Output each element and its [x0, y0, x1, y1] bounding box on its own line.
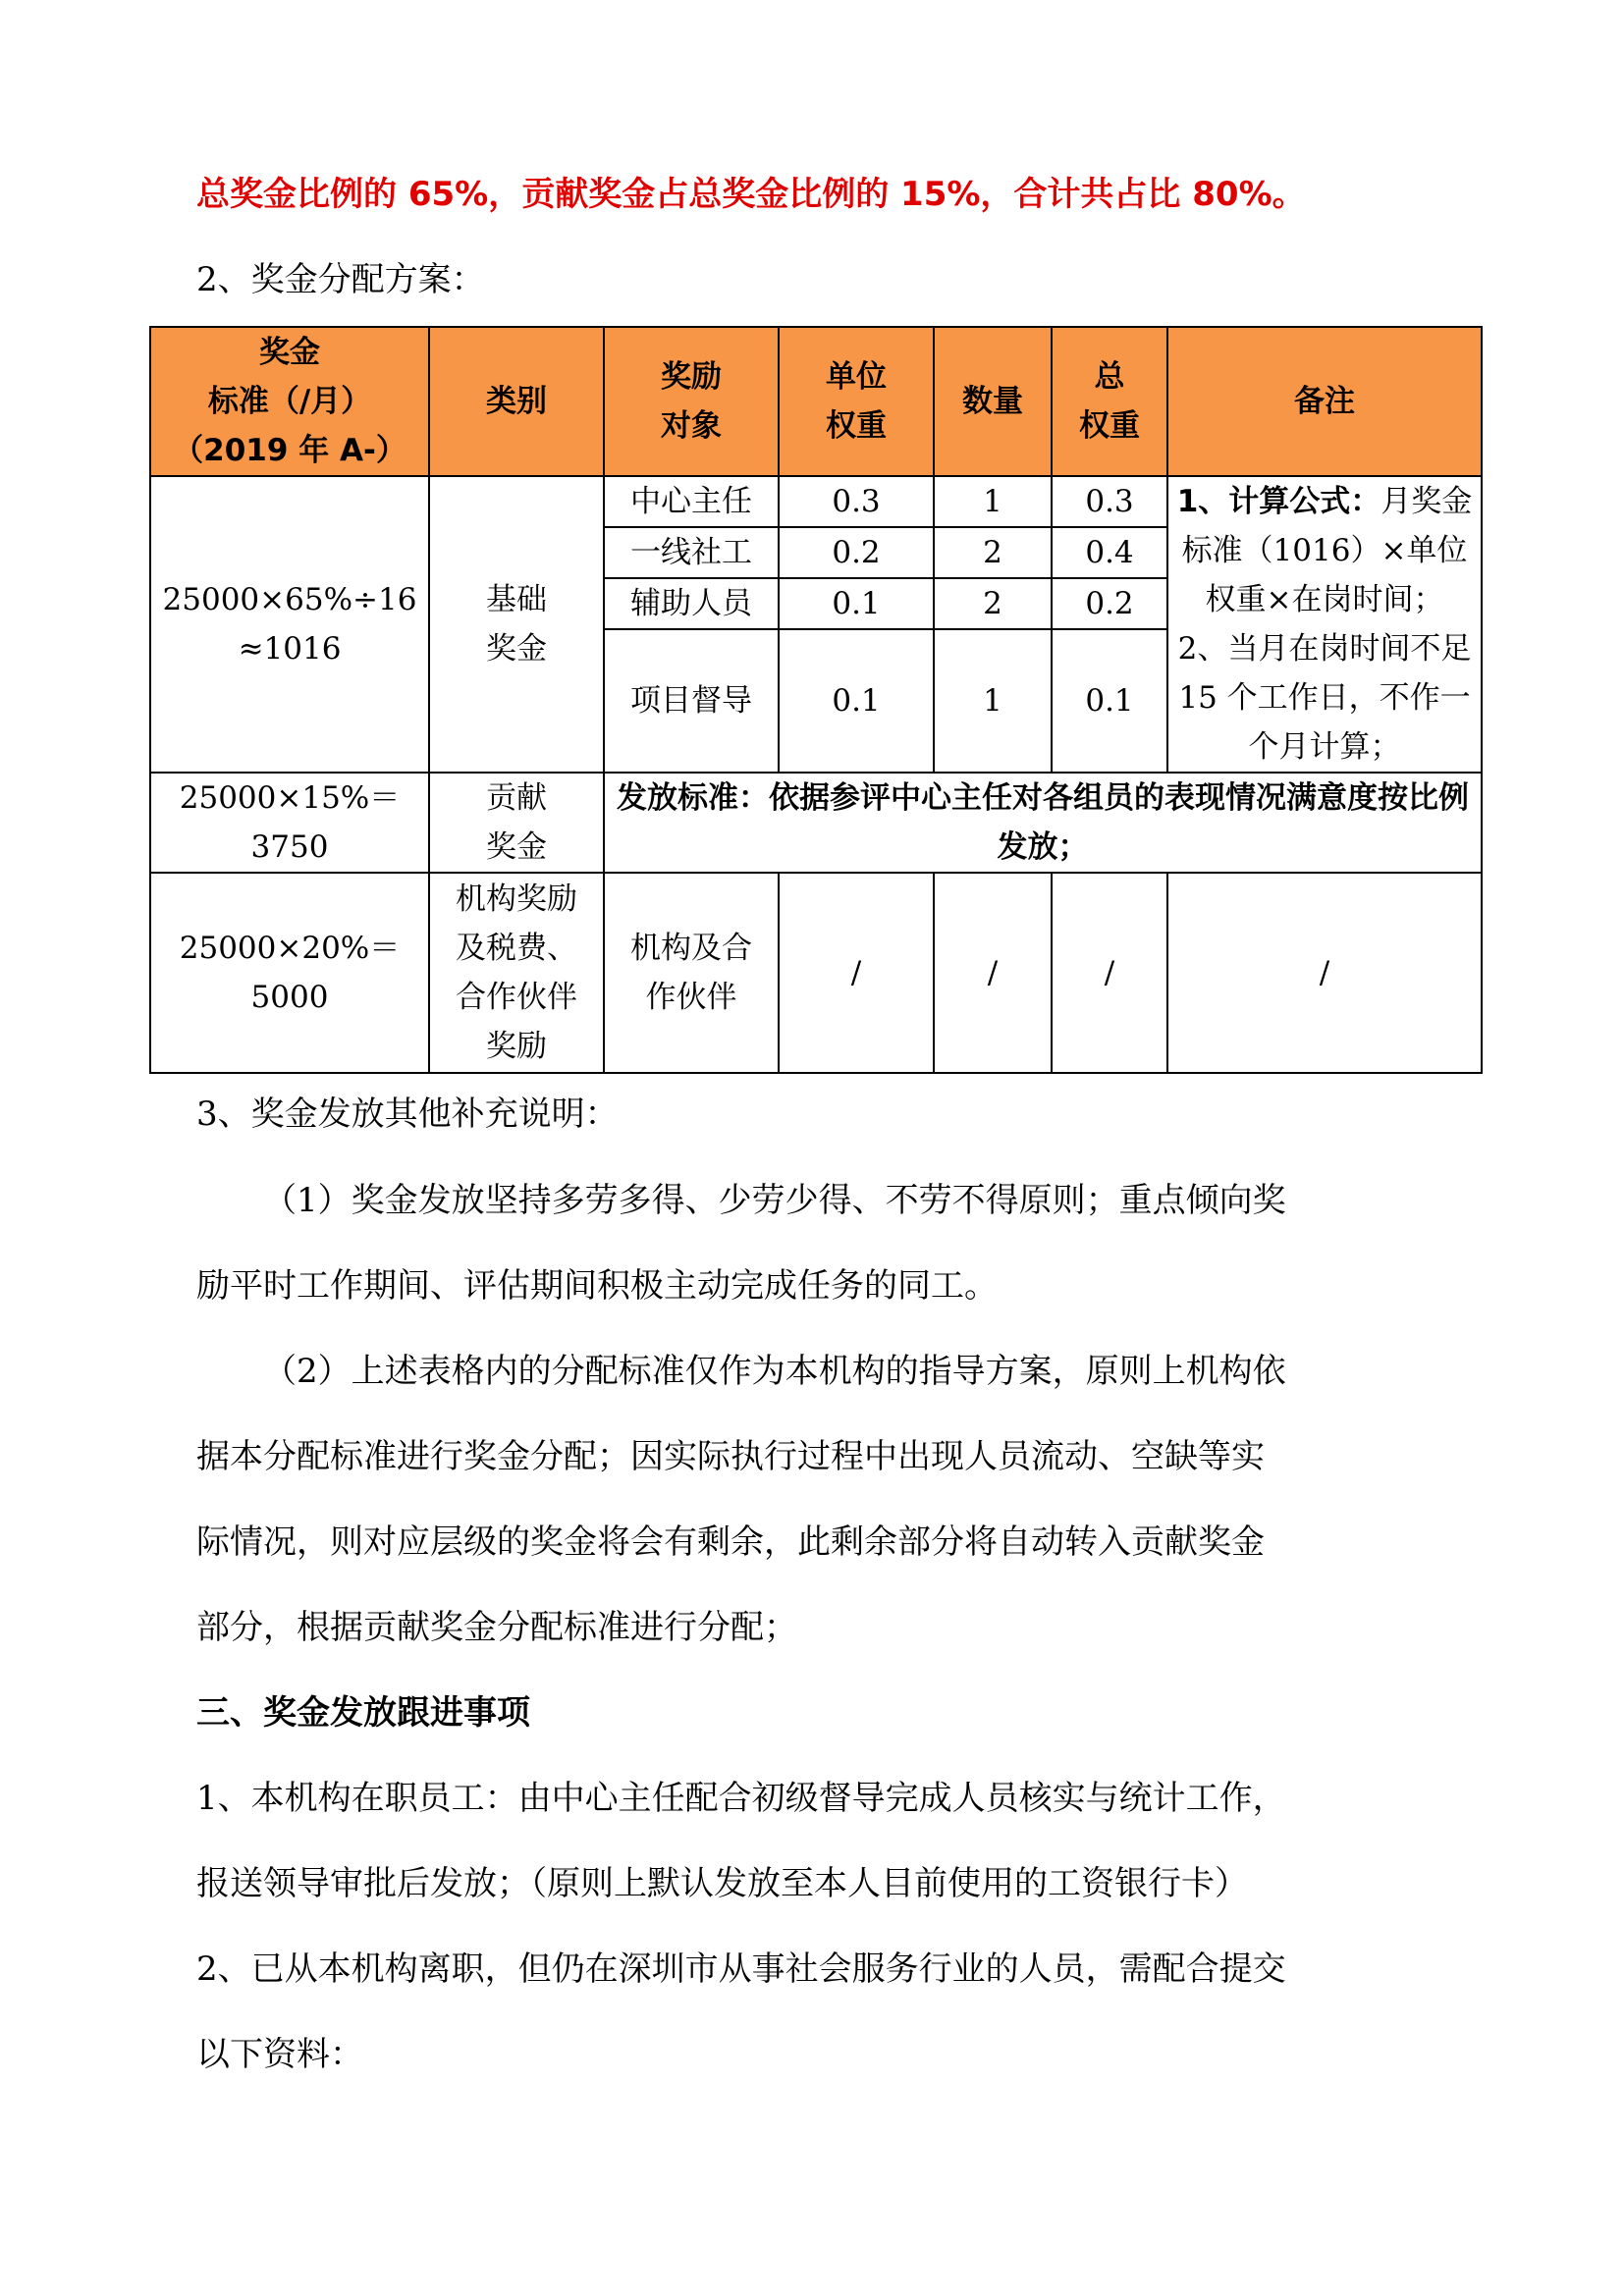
table-row	[150, 873, 1482, 1073]
contribution-criteria-cell: 发放标准：依据参评中心主任对各组员的表现情况满意度按比例发放；	[604, 773, 1482, 873]
basic-remarks-cell: 1、计算公式：月奖金标准（1016）×单位权重×在岗时间； 2、当月在岗时间不足 15 个工作日，不作一个月计算；	[1167, 476, 1482, 773]
unit-weight-cell: 0.1	[779, 629, 934, 773]
org-category-cell: 机构奖励 及税费、 合作伙伴 奖励	[429, 873, 604, 1073]
header-category: 类别	[429, 327, 604, 476]
para2-line-1: （2）上述表格内的分配标准仅作为本机构的指导方案，原则上机构依	[263, 1352, 1286, 1391]
unit-weight-cell: 0.2	[779, 527, 934, 578]
remarks-cell: /	[1167, 873, 1482, 1073]
section2-heading: 2、奖金分配方案：	[196, 260, 485, 299]
quantity-cell: 2	[934, 527, 1052, 578]
table-header-row	[150, 327, 1482, 476]
para2-line-2: 据本分配标准进行奖金分配；因实际执行过程中出现人员流动、空缺等实	[196, 1437, 1265, 1476]
total-weight-cell: /	[1052, 873, 1167, 1073]
quantity-cell: 1	[934, 629, 1052, 773]
total-weight-cell: 0.3	[1052, 476, 1167, 527]
header-standard: 奖金 标准（/月） （2019 年 A-）	[150, 327, 429, 476]
target-cell: 一线社工	[604, 527, 779, 578]
quantity-cell: /	[934, 873, 1052, 1073]
table-row	[150, 773, 1482, 873]
para1-line-2: 励平时工作期间、评估期间积极主动完成任务的同工。	[196, 1266, 998, 1306]
contribution-standard-cell: 25000×15%＝ 3750	[150, 773, 429, 873]
item1-line-2: 报送领导审批后发放；（原则上默认发放至本人目前使用的工资银行卡）	[196, 1864, 1248, 1903]
total-weight-cell: 0.4	[1052, 527, 1167, 578]
header-remarks: 备注	[1167, 327, 1482, 476]
part3-heading: 三、奖金发放跟进事项	[196, 1693, 530, 1733]
header-target: 奖励 对象	[604, 327, 779, 476]
quantity-cell: 2	[934, 578, 1052, 629]
contribution-category-cell: 贡献 奖金	[429, 773, 604, 873]
quantity-cell: 1	[934, 476, 1052, 527]
unit-weight-cell: 0.1	[779, 578, 934, 629]
target-cell: 中心主任	[604, 476, 779, 527]
total-weight-cell: 0.2	[1052, 578, 1167, 629]
table-row	[150, 476, 1482, 527]
header-total-weight: 总 权重	[1052, 327, 1167, 476]
org-target-cell: 机构及合 作伙伴	[604, 873, 779, 1073]
target-cell: 辅助人员	[604, 578, 779, 629]
section3-heading: 3、奖金发放其他补充说明：	[196, 1095, 619, 1134]
org-standard-cell: 25000×20%＝ 5000	[150, 873, 429, 1073]
bonus-distribution-table	[149, 326, 1483, 1074]
total-weight-cell: 0.1	[1052, 629, 1167, 773]
unit-weight-cell: 0.3	[779, 476, 934, 527]
target-cell: 项目督导	[604, 629, 779, 773]
item2-line-1: 2、已从本机构离职，但仍在深圳市从事社会服务行业的人员，需配合提交	[196, 1949, 1286, 1989]
item1-line-1: 1、本机构在职员工：由中心主任配合初级督导完成人员核实与统计工作，	[196, 1779, 1286, 1818]
para2-line-4: 部分，根据贡献奖金分配标准进行分配；	[196, 1608, 797, 1647]
item2-line-2: 以下资料：	[196, 2035, 363, 2074]
basic-category-cell: 基础 奖金	[429, 476, 604, 773]
para2-line-3: 际情况，则对应层级的奖金将会有剩余，此剩余部分将自动转入贡献奖金	[196, 1522, 1265, 1562]
unit-weight-cell: /	[779, 873, 934, 1073]
header-unit-weight: 单位 权重	[779, 327, 934, 476]
para1-line-1: （1）奖金发放坚持多劳多得、少劳少得、不劳不得原则；重点倾向奖	[263, 1181, 1286, 1220]
header-quantity: 数量	[934, 327, 1052, 476]
intro-red-line: 总奖金比例的 65%，贡献奖金占总奖金比例的 15%，合计共占比 80%。	[196, 175, 1306, 214]
basic-standard-cell: 25000×65%÷16 ≈1016	[150, 476, 429, 773]
